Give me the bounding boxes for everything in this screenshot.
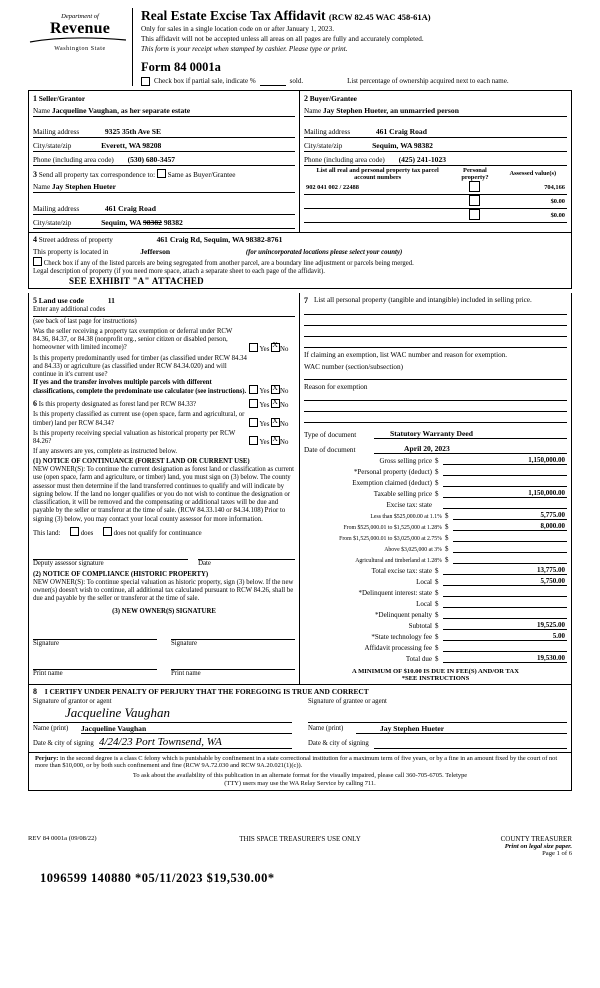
buyer-phone: (425) 241-1023 — [398, 154, 447, 164]
dollar-sign: $ — [435, 633, 439, 642]
tax-line — [304, 654, 567, 663]
located-county: Jefferson — [140, 246, 171, 256]
grantor-datecity: 4/24/23 Port Townsend, WA — [99, 736, 292, 749]
corr-name-label: Name — [33, 182, 51, 191]
tax-line — [304, 643, 567, 652]
printname-label-2: Print name — [171, 670, 201, 678]
same-as-buyer-label: Same as Buyer/Grantee — [167, 170, 236, 179]
partial-sale-tail: sold. — [289, 77, 304, 86]
buyer-name: Jay Stephen Hueter, an unmarried person — [322, 105, 459, 115]
landuse-label: Land use code — [38, 296, 84, 306]
landuse-addl-label: Enter any additional codes — [33, 306, 106, 314]
doc-type-value: Statutory Warranty Deed — [374, 429, 567, 439]
tax-line-label: Local — [416, 600, 432, 609]
no-label: No — [280, 345, 289, 353]
grantee-datecity-label: Date & city of signing — [308, 740, 369, 748]
new-owner-signature-1[interactable] — [33, 628, 157, 640]
buyer-section — [300, 91, 571, 232]
tax-line-amount — [443, 599, 567, 608]
page-title — [141, 8, 572, 24]
partial-sale-input[interactable] — [260, 77, 286, 86]
tax-line-label: Agricultural and timberland at 1.28% — [355, 558, 442, 565]
tax-line-amount — [453, 555, 567, 564]
signature-label: Signature — [33, 639, 60, 647]
minimum-note: A MINIMUM OF $10.00 IS DUE IN FEE(S) AND/OR TAX — [352, 668, 519, 676]
tax-line — [304, 500, 567, 509]
landuse-code: 11 — [107, 296, 115, 306]
tax-line-label: *Personal property (deduct) — [353, 468, 432, 477]
dept-label: Department of — [61, 13, 99, 20]
dollar-sign: $ — [435, 611, 439, 620]
tax-line-amount — [443, 643, 567, 652]
dollar-sign: $ — [435, 468, 439, 477]
current-use-question: Is this property classified as current use (open space, farm and agricultural, or timber) land per RCW 84.34? — [33, 411, 245, 427]
personal-property-checkbox[interactable] — [469, 181, 480, 192]
tax-line-label: Excise tax: state — [386, 501, 432, 510]
segregation-checkbox[interactable] — [33, 257, 42, 266]
printname-label: Print name — [33, 670, 63, 678]
buyer-num: 2 — [304, 93, 308, 103]
buyer-csz-label: City/state/zip — [304, 141, 343, 150]
revenue-label: Revenue — [49, 19, 111, 37]
corr-text: Send all property tax correspondence to: — [38, 170, 156, 179]
this-land-label: This land: — [33, 529, 61, 537]
grantor-signature-script: Jacqueline Vaughan — [65, 704, 171, 720]
new-owner-signature-heading: (3) NEW OWNER(S) SIGNATURE — [112, 607, 216, 615]
tax-line-amount: 5.00 — [443, 632, 567, 641]
tax-line-label: Less than $525,000.00 at 1.1% — [370, 514, 442, 521]
tax-line — [304, 632, 567, 641]
perjury-label: Perjury: — [35, 754, 61, 762]
tax-line-amount — [443, 610, 567, 619]
partial-sale-checkbox[interactable] — [141, 77, 150, 86]
compliance-paragraph: NEW OWNER(S): To continue special valuation as historic property, sign (3) below. If the new owner(s) doesn't wish to continue, all additional tax calculated pursuant to RCW 84.26, shall be due and payable by the seller or transferor at the time of sale. — [33, 578, 294, 603]
tax-line — [304, 610, 567, 619]
form-sheet — [28, 8, 572, 886]
exemption-question: Was the seller receiving a property tax exemption or deferral under RCW 84.36, 84.37, or 84.38 (nonprofit org., senior citizen or disabled person, homeowner with limited income)? — [33, 327, 233, 352]
timber-question: Is this property predominantly used for timber (as classified under RCW 84.34 and 84.33) or agriculture (as classified under RCW 84.34.020) and will continue in it's current use? — [33, 354, 247, 379]
tax-line-label: Total due — [405, 655, 432, 664]
parcel-col-header: List all real and personal property tax parcel account numbers — [316, 166, 439, 181]
parcel-number — [304, 208, 451, 222]
dollar-sign: $ — [435, 600, 439, 609]
dollar-sign: $ — [435, 490, 439, 499]
same-as-buyer-checkbox[interactable] — [157, 169, 166, 178]
dollar-sign: $ — [445, 534, 449, 543]
qualifies-checkbox[interactable] — [70, 527, 79, 536]
seller-csz-label: City/state/zip — [33, 141, 72, 150]
assessed-value: $0.00 — [499, 194, 567, 208]
corr-mailing: 461 Craig Road — [104, 203, 156, 213]
historic-question: Is this property receiving special valuation as historical property per RCW 84.26? — [33, 429, 236, 446]
q2-no-checkbox[interactable] — [271, 385, 280, 394]
reason-line-1[interactable] — [304, 391, 567, 401]
state-label: Washington State — [54, 45, 106, 52]
tax-line — [304, 555, 567, 564]
tax-line — [304, 511, 567, 520]
tax-line-amount — [443, 467, 567, 476]
table-row — [304, 181, 567, 195]
continuance-heading: (1) NOTICE OF CONTINUANCE (FOREST LAND OR CURRENT USE) — [33, 457, 250, 465]
grantor-name-label: Name (print) — [33, 725, 69, 733]
dollar-sign: $ — [435, 578, 439, 587]
perjury-section — [28, 753, 572, 792]
tax-line — [304, 467, 567, 476]
landuse-num: 5 — [33, 296, 37, 306]
reason-label: Reason for exemption — [304, 383, 368, 392]
tax-line-amount — [443, 588, 567, 597]
segregation-label: Check box if any of the listed parcels are being segregated from another parcel, are a boundary line adjustment or parcels being merged. — [43, 259, 414, 267]
reason-line-3[interactable] — [304, 412, 567, 423]
landuse-see-back: (see back of last page for instructions) — [33, 317, 137, 325]
tax-line-amount: 5,750.00 — [443, 577, 567, 586]
timber-question-b: If yes and the transfer involves multiple parcels with different classifications, complete the predominate use calculator (see instructions). — [33, 379, 247, 395]
new-owner-signature-2[interactable] — [171, 628, 295, 640]
header-sub3: This form is your receipt when stamped by cashier. Please type or print. — [141, 45, 348, 54]
assessed-col-header: Assessed value(s) — [509, 170, 557, 178]
party-block — [28, 90, 572, 233]
buyer-csz: Sequim, WA 98382 — [372, 140, 433, 150]
classification-note: If any answers are yes, complete as instructed below. — [33, 448, 178, 456]
deputy-assessor-signature[interactable] — [33, 548, 188, 560]
not-qualifies-checkbox[interactable] — [103, 527, 112, 536]
assessor-date-label: Date — [198, 560, 211, 568]
dollar-sign: $ — [435, 655, 439, 664]
tax-line — [304, 533, 567, 542]
tax-line-amount: 13,775.00 — [443, 566, 567, 575]
doc-date-label: Date of document — [304, 446, 356, 455]
dollar-sign: $ — [435, 589, 439, 598]
tax-line-label: *Delinquent interest: state — [358, 589, 432, 598]
personal-property-line-4[interactable] — [304, 337, 567, 348]
tax-section — [300, 293, 571, 684]
table-row — [304, 194, 567, 208]
grantor-name: Jacqueline Vaughan — [81, 724, 292, 734]
title-text: Real Estate Excise Tax Affidavit — [141, 8, 326, 23]
grantee-name-label: Name (print) — [308, 725, 344, 733]
agency-logo — [28, 8, 132, 52]
property-section — [28, 233, 572, 290]
tax-line-label: Local — [416, 578, 432, 587]
tax-line-label: From $1,525,000.01 to $3,025,000 at 2.75% — [339, 536, 442, 543]
tax-line-amount — [443, 478, 567, 487]
tax-line-label: *State technology fee — [371, 633, 432, 642]
buyer-heading: Buyer/Grantee — [309, 93, 357, 103]
c2-yes-checkbox[interactable] — [249, 418, 258, 427]
wac-label: WAC number (section/subsection) — [304, 363, 404, 372]
exemption-instruction: If claiming an exemption, list WAC number and reason for exemption. — [304, 351, 508, 360]
personal-property-line-1[interactable] — [304, 305, 567, 315]
parcel-number: 902 041 002 / 22488 — [304, 181, 451, 195]
seller-num: 1 — [33, 93, 37, 103]
seller-section — [29, 91, 300, 232]
tax-line — [304, 599, 567, 608]
grantor-signature-field[interactable] — [33, 704, 292, 723]
tax-line-label: Exemption claimed (deduct) — [352, 479, 432, 488]
tax-line-label: Gross selling price — [379, 457, 432, 466]
tax-line-label: Subtotal — [408, 622, 432, 631]
dollar-sign: $ — [445, 545, 449, 554]
tax-line — [304, 621, 567, 630]
seller-heading: Seller/Grantor — [38, 93, 86, 103]
street-address: 461 Craig Rd, Sequim, WA 98382-8761 — [156, 234, 283, 244]
corr-mailing-label: Mailing address — [33, 204, 80, 213]
doc-type-label: Type of document — [304, 431, 357, 440]
legal-desc-label: Legal description of property (if you need more space, attach a separate sheet to each page of the affidavit). — [33, 267, 326, 275]
certify-heading: I CERTIFY UNDER PENALTY OF PERJURY THAT THE FOREGOING IS TRUE AND CORRECT — [44, 687, 369, 697]
legal-description: SEE EXHIBIT "A" ATTACHED — [69, 276, 204, 287]
c3-yes-checkbox[interactable] — [249, 436, 258, 445]
tax-line-amount: 1,150,000.00 — [443, 489, 567, 498]
tax-line — [304, 544, 567, 553]
doc-date-value: April 20, 2023 — [374, 444, 567, 454]
partial-sale-label: Check box if partial sale, indicate % — [154, 77, 256, 86]
tax-line-label: From $525,000.01 to $1,525,000 at 1.28% — [343, 525, 442, 532]
property-num: 4 — [33, 234, 37, 244]
yes-label: Yes — [259, 345, 270, 353]
certify-section — [28, 685, 572, 752]
tax-lines — [304, 456, 567, 663]
dollar-sign: $ — [435, 457, 439, 466]
corr-csz-label: City/state/zip — [33, 218, 72, 227]
county-treasurer-label: COUNTY TREASURER — [500, 835, 572, 844]
seller-csz: Everett, WA 98208 — [101, 140, 162, 150]
tax-line-label: *Delinquent penalty — [375, 611, 432, 620]
table-row — [304, 208, 567, 222]
tax-line — [304, 577, 567, 586]
seller-name: Jacqueline Vaughan, as her separate estate — [51, 105, 191, 115]
compliance-heading: (2) NOTICE OF COMPLIANCE (HISTORIC PROPERTY) — [33, 570, 209, 578]
personal-property-checkbox[interactable] — [469, 195, 480, 206]
tax-line-amount: 19,530.00 — [443, 654, 567, 663]
continuance-paragraph: NEW OWNER(S): To continue the current designation as forest land or classification as current use (open space, farm and agriculture, or timber) land, you must sign on (3) below. The county assessor must then determine if the land transferred continues to qualify and will indicate by signing below. If the land no longer qualifies or you do not wish to continue the designation or classification, it will be removed and the compensating or additional taxes will be due and payable by the seller or transferor at the time of sale. (RCW 84.33.140 or 84.34.108) Prior to signing (3) below, you may contact your local county assessor for more information. — [33, 466, 295, 523]
header-sub2: This affidavit will not be accepted unless all areas on all pages are fully and accurately completed. — [141, 35, 424, 44]
tax-line — [304, 456, 567, 465]
treasurer-stamp: 1096599 140880 *05/11/2023 $19,530.00* — [40, 871, 275, 886]
treasurer-space-label: THIS SPACE TREASURER'S USE ONLY — [239, 835, 361, 844]
new-owner-printname-2[interactable] — [171, 658, 295, 670]
grantee-datecity[interactable] — [374, 740, 567, 749]
parcel-table — [304, 167, 567, 223]
seller-phone-label: Phone (including area code) — [33, 155, 114, 164]
street-label: Street address of property — [38, 235, 113, 244]
new-owner-printname-1[interactable] — [33, 658, 157, 670]
tax-line — [304, 478, 567, 487]
located-label: This property is located in — [33, 247, 109, 256]
c1-no-checkbox[interactable] — [271, 399, 280, 408]
parcel-number — [304, 194, 451, 208]
dollar-sign: $ — [445, 523, 449, 532]
rev-number: REV 84 0001a (09/08/22) — [28, 835, 97, 843]
personal-property-num: 7 — [304, 296, 308, 306]
personal-property-intro: List all personal property (tangible and intangible) included in selling price. — [314, 296, 532, 305]
c1-yes-checkbox[interactable] — [249, 399, 258, 408]
grantor-signature-label: Signature of grantor or agent — [33, 698, 112, 706]
seller-mailing: 9325 35th Ave SE — [104, 126, 162, 136]
page-number: Page 1 of 6 — [542, 850, 572, 858]
tax-line — [304, 489, 567, 498]
header-sub1: Only for sales in a single location code on or after January 1, 2023. — [141, 25, 335, 33]
wac-number-input[interactable] — [304, 371, 567, 380]
dollar-sign: $ — [435, 622, 439, 631]
tax-line-amount: 19,525.00 — [443, 621, 567, 630]
grantee-signature-field[interactable] — [308, 707, 567, 723]
personal-property-line-2[interactable] — [304, 315, 567, 326]
seller-mailing-label: Mailing address — [33, 127, 80, 136]
tax-line-amount — [453, 544, 567, 553]
tax-line-label: Total excise tax: state — [371, 567, 432, 576]
c3-no-checkbox[interactable] — [271, 436, 280, 445]
tax-line — [304, 588, 567, 597]
reason-line-2[interactable] — [304, 401, 567, 412]
assessor-date-field[interactable] — [198, 548, 295, 560]
corr-name: Jay Stephen Hueter — [51, 181, 117, 191]
grantee-name: Jay Stephen Hueter — [356, 724, 567, 734]
form-header — [28, 8, 572, 86]
landuse-section: 5 Land use code 11 Enter any additional codes (see back of last page for instructions) Was the seller receiving a property tax exemption or deferral under RCW 84.36, 84.37, or 84.38 (nonprofit org., senior citizen or disabled person, homeowner with limited income)? Yes X No Is this property predominantly used for timber (as classified under RCW 84.34 and 84.33) or agriculture (as classified under RCW 84.34.020) and will continue in it's current use? If yes and the transfer involves multiple parcels with different classifications, complete the predominate use calculator (see instructions). Yes X No 6 Is this property designated as forest land per RCW 84.33? Yes X No Is this property classified as current use (open space, farm and agricultural, or timber) land per RCW 84.34? Yes X No Is this property receiving special valuation as historical property per RCW 84.26? Yes X No If any answers are yes, complete as instructed below. (1) NOTICE OF CONTINUANCE (FOREST LAND OR CURRENT USE) NEW OWNER(S): To continue the current designation as forest land or classification as current use (open space, farm and agriculture, or timber) land, you must sign on (3) below. The county assessor must then determine if the land transferred continues to qualify and will indicate by signing below. If the land no longer qualifies or you do not wish to continue the designation or classification, it will be removed and the compensating or additional taxes will be due and payable by the seller or transferor at the time of sale. (RCW 84.33.140 or 84.34.108) Prior to signing (3) below, you may contact your local county assessor for more information. This land: does does not qualify for continuance Deputy assessor signature Date (2) NOTICE OF COMPLIANCE (HISTORIC PROPERTY) NEW OWNER(S): To continue special valuation as historic property, sign (3) below. If the new owner(s) doesn't wish to continue, all additional tax calculated pursuant to RCW 84.26, shall be due and payable by the seller or transferor at the time of sale. (3) NEW OWNER(S) SIGNATURE Signature Signature Print name Print name — [29, 293, 300, 684]
form-number: Form 84 0001a — [141, 59, 221, 74]
dollar-sign: $ — [435, 479, 439, 488]
personal-property-checkbox[interactable] — [469, 209, 480, 220]
certify-num: 8 — [33, 687, 37, 697]
tax-line-amount: 1,150,000.00 — [443, 456, 567, 465]
dollar-sign: $ — [435, 567, 439, 576]
buyer-phone-label: Phone (including area code) — [304, 155, 385, 164]
print-legal-note: Print on legal size paper. — [504, 843, 572, 851]
grantor-datecity-label: Date & city of signing — [33, 740, 94, 748]
buyer-mailing: 461 Craig Road — [375, 126, 427, 136]
forest-land-question: Is this property designated as forest land per RCW 84.33? — [38, 401, 197, 409]
tax-line-label: Taxable selling price — [373, 490, 432, 499]
q2-yes-checkbox[interactable] — [249, 385, 258, 394]
swoosh-icon — [28, 37, 128, 44]
signature-label-2: Signature — [171, 639, 198, 647]
dollar-sign: $ — [445, 512, 449, 521]
does-label: does — [80, 529, 94, 537]
buyer-name-label: Name — [304, 106, 322, 115]
q1-no-checkbox[interactable] — [271, 343, 280, 352]
corr-num: 3 — [33, 169, 37, 179]
tax-line-amount — [443, 500, 567, 509]
footer — [28, 835, 572, 857]
located-note: (for unincorporated locations please select your county) — [245, 248, 403, 256]
tax-line — [304, 522, 567, 531]
tax-line-amount: 5,775.00 — [453, 511, 567, 520]
midsection — [28, 293, 572, 685]
see-instructions-note: *SEE INSTRUCTIONS — [401, 675, 470, 683]
tax-line-label: Above $3,025,000 at 3% — [384, 547, 442, 554]
pct-note: List percentage of ownership acquired next to each name. — [347, 77, 509, 86]
tax-line-label: Affidavit processing fee — [364, 644, 432, 653]
dollar-sign: $ — [445, 556, 449, 565]
grantee-signature-label: Signature of grantee or agent — [308, 698, 387, 706]
classification-num: 6 — [33, 399, 37, 409]
buyer-mailing-label: Mailing address — [304, 127, 351, 136]
rcw-citation: (RCW 82.45 WAC 458-61A) — [328, 12, 431, 22]
seller-phone: (530) 680-3457 — [127, 154, 176, 164]
tty-line-2: (TTY) users may use the WA Relay Service by calling 711. — [224, 779, 376, 787]
seller-name-label: Name — [33, 106, 51, 115]
personal-col-header: Personal property? — [461, 166, 489, 181]
dollar-sign: $ — [435, 644, 439, 653]
q1-yes-checkbox[interactable] — [249, 343, 258, 352]
corr-csz: Sequim, WA 98382 98382 — [101, 217, 183, 227]
assessed-value: $0.00 — [499, 208, 567, 222]
tty-line-1: To ask about the availability of this publication in an alternate format for the visually impaired, please call 360-705-6705. Teletype — [132, 771, 468, 779]
tax-line — [304, 566, 567, 575]
c2-no-checkbox[interactable] — [271, 418, 280, 427]
tax-line-amount — [453, 533, 567, 542]
tax-line-amount: 8,000.00 — [453, 522, 567, 531]
doesnot-label: does not qualify for continuance — [113, 529, 202, 537]
perjury-text: in the second degree is a class C felony which is punishable by confinement in a state correctional institution for a maximum term of five years, or by a fine in an amount fixed by the court of not more than $10,000, or by both such confinement and fine (RCW 9A.72.030 and RCW 9A.20.021(1)(c)). — [35, 754, 558, 770]
assessed-value: 704,166 — [499, 181, 567, 195]
personal-property-line-3[interactable] — [304, 326, 567, 337]
deputy-assessor-label: Deputy assessor signature — [33, 560, 104, 568]
